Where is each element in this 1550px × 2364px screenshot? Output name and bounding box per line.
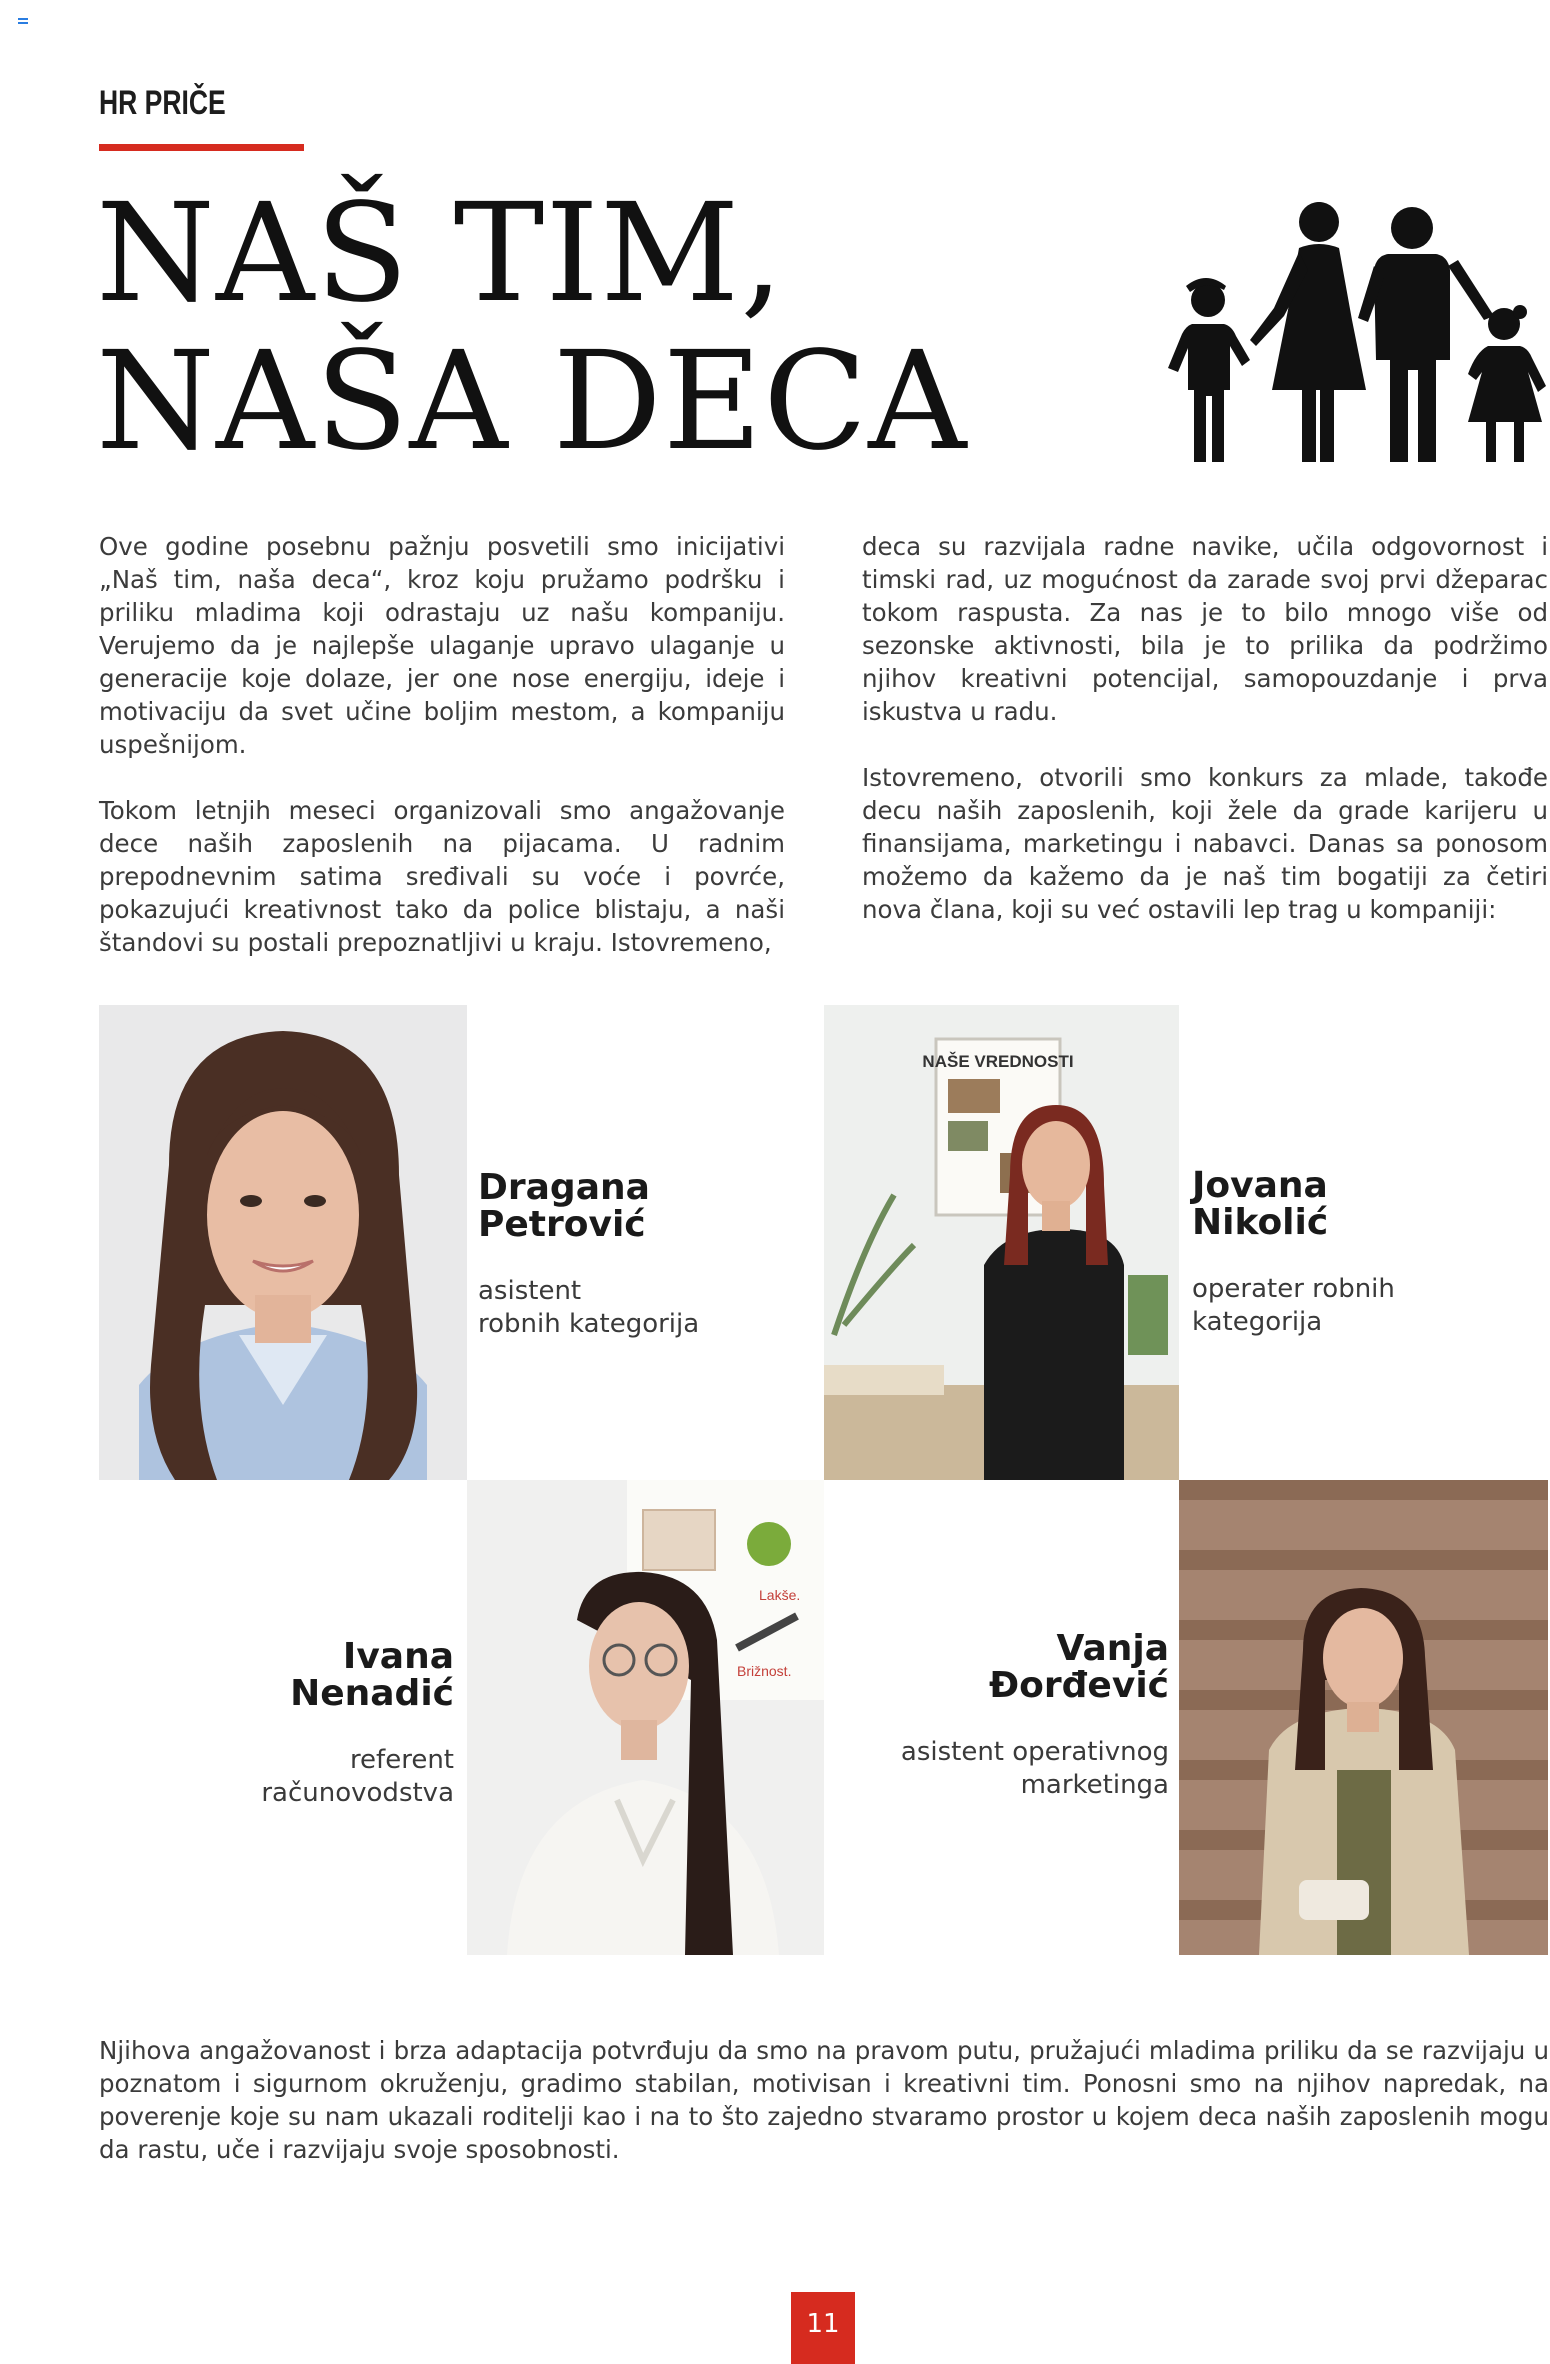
member-role-line: operater robnih [1192,1274,1395,1304]
poster-word-1: Lakše. [759,1587,801,1603]
poster-word-2: Brižnost. [737,1663,792,1679]
member-role-line: referent [349,1745,454,1775]
team-member-dragana [478,1169,778,1341]
poster-title: NAŠE VREDNOSTI [922,1052,1074,1071]
member-first-name: Dragana [478,1167,650,1208]
closing-paragraph: Njihova angažovanost i brza adaptacija potvrđuju da smo na pravom putu, pružajući mladima priliku da se razvijaju u poznatom i sigurnom okruženju, gradimo stabilan, motivisan i kreativni tim. Ponosni smo na njihov napredak, na poverenje koje su nam ukazali roditelji kao i na to što zajedno stvaramo prostor u kojem deca naših zaposlenih mogu da rastu, uče i razvijaju svoje sposobnosti. [99,2036,1549,2164]
member-role-line: asistent [478,1276,582,1306]
title-line-1: NAŠ TIM, [96,175,785,333]
team-member-jovana [1192,1167,1532,1339]
family-icon [1166,200,1548,472]
paragraph: Tokom letnjih meseci organizovali smo angažovanje dece naših zaposlenih na pijacama. U radnim prepodnevnim satima sređivali su voće i povrće, pokazujući kreativnost tako da police blistaju, a naši štandovi su postali prepoznatljivi u kraju. Istovremeno, [99,796,785,957]
section-label: HR PRIČE [99,84,226,122]
photo-dragana-petrovic [99,1005,467,1480]
photo-jovana-nikolic [824,1005,1179,1480]
title-line-2: NAŠA DECA [96,323,968,481]
member-last-name: Nikolić [1192,1202,1329,1243]
member-role-line: računovodstva [261,1778,454,1808]
member-first-name: Jovana [1192,1165,1328,1206]
body-column-left [99,530,785,992]
member-first-name: Ivana [342,1636,454,1677]
member-role-line: kategorija [1192,1307,1323,1337]
photo-vanja-djordjevic [1179,1480,1548,1955]
paragraph: deca su razvijala radne navike, učila odgovornost i timski rad, uz mogućnost da zarade svoj prvi džeparac tokom raspusta. Za nas je to bilo mnogo više od sezonske aktivnosti, bila je to prilika da podržimo njihov kreativni potencijal, samopouzdanje i prva iskustva u radu. [862,532,1548,726]
page-title [96,175,968,481]
member-last-name: Nenadić [290,1673,454,1714]
member-first-name: Vanja [1056,1628,1169,1669]
paragraph: Ove godine posebnu pažnju posvetili smo inicijativi „Naš tim, naša deca“, kroz koju pružamo podršku i priliku mladima koji odrastaju uz našu kompaniju. Verujemo da je najlepše ulaganje upravo ulaganje u generacije koje dolaze, jer one nose energiju, ideje i motivaciju da svet učine boljim mestom, a kompaniju uspešnijom. [99,532,785,759]
page-number: 11 [791,2292,855,2364]
body-column-right [862,530,1548,959]
member-last-name: Đorđević [989,1665,1169,1706]
menu-icon[interactable] [18,18,28,26]
member-last-name: Petrović [478,1204,646,1245]
member-role-line: robnih kategorija [478,1309,700,1339]
section-rule [99,144,304,151]
team-member-ivana [180,1638,454,1810]
team-member-vanja [866,1630,1169,1802]
member-role-line: marketinga [1020,1770,1169,1800]
paragraph: Istovremeno, otvorili smo konkurs za mlade, takođe decu naših zaposlenih, koji žele da grade karijeru u finansijama, marketingu i nabavci. Danas sa ponosom možemo da kažemo da je naš tim bogatiji za četiri nova člana, koji su već ostavili lep trag u kompaniji: [862,763,1548,924]
member-role-line: asistent operativnog [900,1737,1169,1767]
photo-ivana-nenadic [467,1480,824,1955]
